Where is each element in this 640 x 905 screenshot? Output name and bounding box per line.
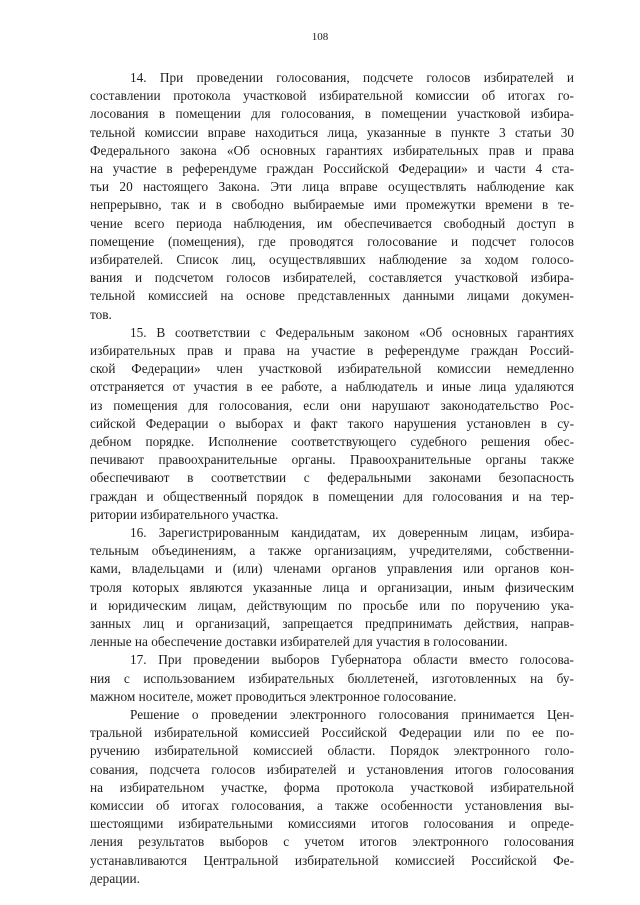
text-line: тельной комиссии вправе находиться лица, указанные в пункте 3 статьи 30 (90, 124, 574, 140)
text-line: мажном носителе, может проводиться электронное голосование. (90, 688, 457, 704)
text-line: тельным объединениям, а также организациям, учредителями, собственни- (90, 543, 574, 559)
text-line: на избирательном участке, форма протокола участковой избирательной (90, 779, 574, 795)
text-line: на участие в референдуме граждан Российской Федерации» и части 4 ста- (90, 161, 574, 176)
text-line: комиссии об итогах голосования, а также особенности установления вы- (90, 798, 574, 813)
text-line: избирательных прав и права на участие в референдуме граждан Россий- (90, 343, 574, 358)
text-line: троля которых являются указанные лица и организации, иным физическим (90, 579, 574, 595)
text-line: ленные на обеспечение доставки избирателей для участия в голосовании. (90, 634, 508, 650)
text-line: и юридическим лицам, действующим по просьбе или по поручению ука- (90, 597, 574, 613)
text-line: чение всего периода наблюдения, им обеспечивается свободный доступ в (90, 215, 574, 231)
text-line: 16. Зарегистрированным кандидатам, их доверенным лицам, избира- (130, 525, 574, 540)
text-line: занных лиц и организаций, запрещается предпринимать действия, направ- (90, 616, 574, 631)
text-line: помещение (помещения), где проводятся голосование и подсчет голосов (90, 233, 574, 249)
text-line: тральной избирательной комиссией Российской Федерации или по ее по- (90, 725, 574, 741)
text-line: отстраняется от участия в ее работе, а наблюдатель и иные лица удаляются (90, 379, 574, 395)
text-line: вания и подсчетом голосов избирателей, составляется участковой избира- (90, 270, 574, 286)
text-line: печивают правоохранительные органы. Правоохранительные органы также (90, 452, 574, 468)
text-line: 15. В соответствии с Федеральным законом «Об основных гарантиях (130, 324, 574, 340)
text-line: тьи 20 настоящего Закона. Эти лица вправе осуществлять наблюдение как (90, 179, 574, 195)
text-line: сийской Федерации о выборах и факт такого нарушения установлен в су- (90, 415, 574, 431)
text-line: ручению избирательной комиссией области. Порядок электронного голо- (90, 743, 574, 759)
text-line: 17. При проведении выборов Губернатора области вместо голосова- (130, 652, 574, 668)
text-line: из помещения для голосования, если они нарушают законодательство Рос- (90, 397, 574, 413)
text-line: ритории избирательного участка. (90, 506, 279, 522)
text-line: составлении протокола участковой избирательной комиссии об итогах го- (90, 88, 574, 104)
text-line: граждан и общественный порядок в помещении для голосования и на тер- (90, 488, 574, 504)
text-line: тельной комиссией на основе представленных данными лицами докумен- (90, 288, 574, 304)
text-line: ками, владельцами и (или) членами органов управления или органов кон- (90, 561, 574, 577)
text-line: дебном порядке. Исполнение соответствующего судебного решения обес- (90, 434, 574, 449)
text-line: ния с использованием избирательных бюллетеней, изготовленных на бу- (90, 670, 574, 686)
text-line: ской Федерации» член участковой избирательной комиссии немедленно (90, 361, 574, 377)
text-line: шестоящими избирательными комиссиями итогов голосования и опреде- (90, 816, 574, 832)
text-line: сования, подсчета голосов избирателей и установления итогов голосования (90, 761, 574, 777)
text-line: 14. При проведении голосования, подсчете голосов избирателей и (130, 70, 574, 85)
text-line: избирателей. Список лиц, осуществлявших наблюдение за ходом голосо- (90, 252, 574, 267)
text-line: устанавливаются Центральной избирательной комиссией Российской Фе- (90, 852, 574, 868)
text-line: дерации. (90, 870, 140, 886)
text-line: обеспечивают в соответствии с федеральными законами безопасность (90, 470, 574, 486)
page-number: 108 (311, 31, 329, 43)
text-line: непрерывно, так и в свободно выбираемые ими промежутки времени в те- (90, 197, 574, 213)
text-line: Решение о проведении электронного голосования принимается Цен- (130, 707, 574, 722)
text-line: лосования в помещении для голосования, в помещении участковой избира- (90, 106, 574, 122)
text-line: тов. (90, 306, 112, 322)
text-line: ления результатов выборов с учетом итогов электронного голосования (90, 834, 574, 850)
text-line: Федерального закона «Об основных гарантиях избирательных прав и права (90, 142, 574, 158)
